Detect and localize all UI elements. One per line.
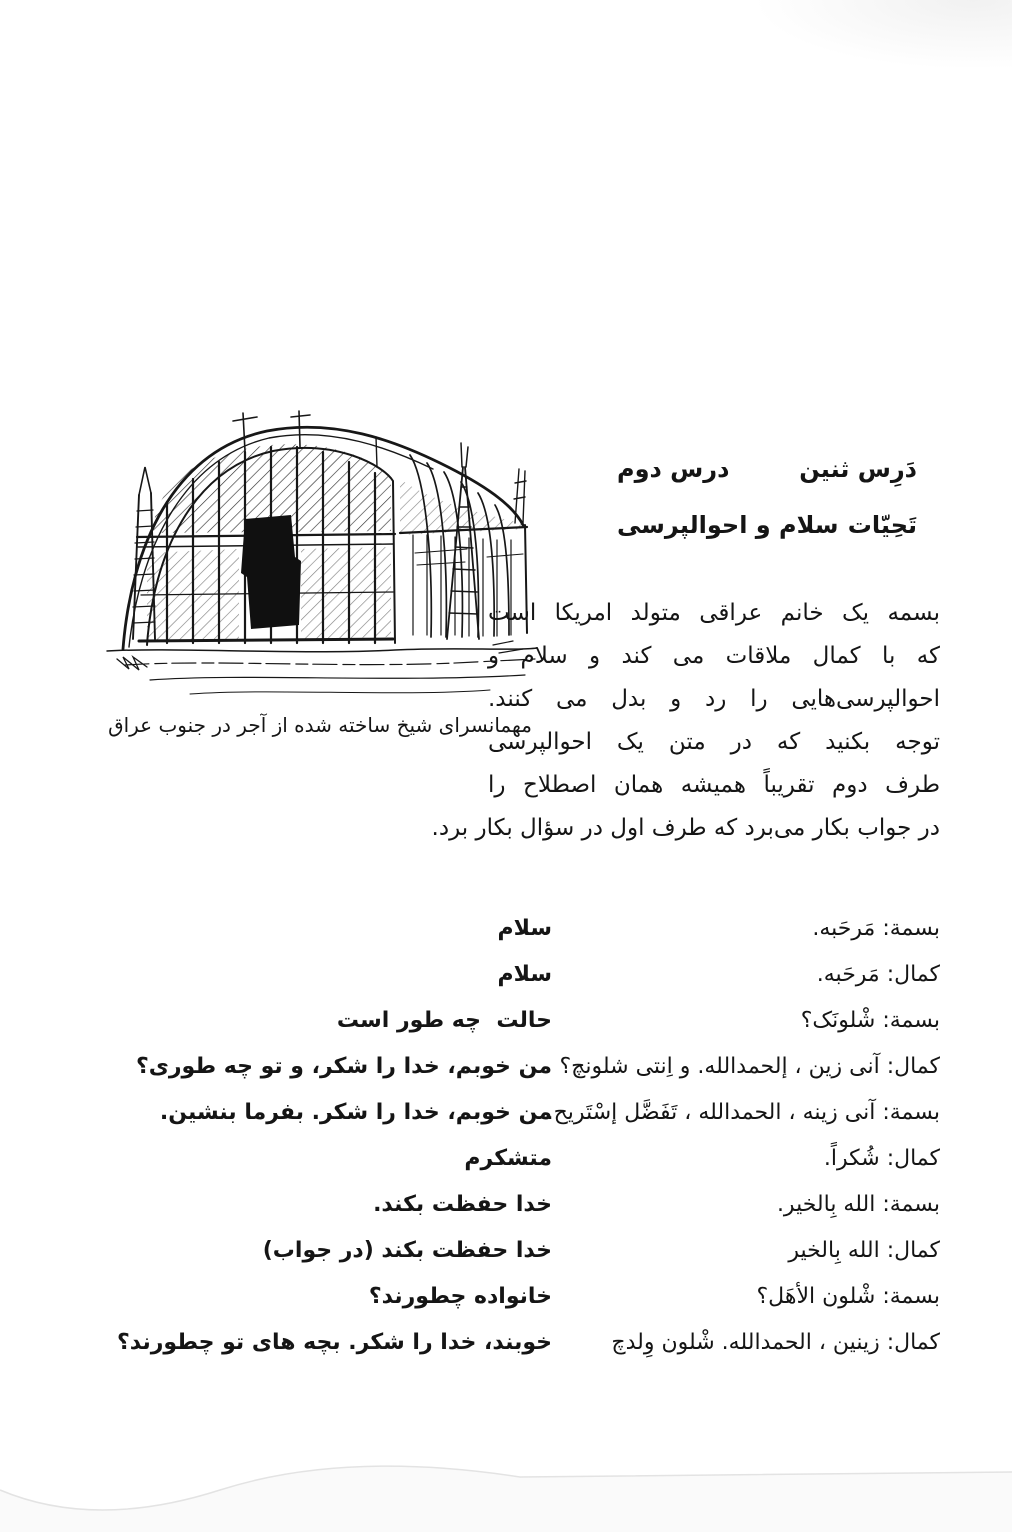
dialogue-row [0,1326,1012,1368]
lesson-title-row [617,453,917,485]
intro-paragraph-line: در جواب بکار می‌برد که طرف اول در سؤال بکار برد. [431,815,940,841]
dialogue-row [0,1004,1012,1046]
lesson-number-arabic: دَرِس ثنين [799,455,917,483]
dialogue-persian-gloss: متشکرم [464,1146,552,1171]
dialogue-arabic: كمال: شُكراً. [823,1146,940,1171]
figure-caption: مهمانسرای شیخ ساخته شده از آجر در جنوب عراق [108,713,532,737]
mudhif-sketch-illustration [95,406,545,708]
dialogue-arabic: بسمة: مَرحَبه. [812,916,940,941]
intro-paragraph-line: طرف دوم تقریباً همیشه همان اصطلاح را [488,772,940,798]
lesson-topic-persian: سلام و احوالپرسی [617,511,839,539]
dialogue-arabic: كمال: الله بِالخیر [788,1238,940,1263]
dialogue-row [0,912,1012,954]
dialogue-row [0,1188,1012,1230]
intro-paragraph-line: احوالپرسی‌هایی را رد و بدل می کنند. [488,686,940,712]
dialogue-row [0,1280,1012,1322]
dialogue-persian-gloss: من خوبم، خدا را شکر. بفرما بنشین. [159,1100,552,1125]
dialogue-persian-gloss: من خوبم، خدا را شکر، و تو چه طوری؟ [135,1054,552,1079]
lesson-topic-row [617,509,917,541]
dialogue-row [0,1050,1012,1092]
dialogue-persian-gloss: حالت چه طور است [336,1008,552,1033]
dialogue-arabic: بسمة: الله بِالخیر. [776,1192,940,1217]
dialogue-row [0,958,1012,1000]
dialogue-persian-gloss: خدا حفظت بکند. [373,1192,552,1217]
dialogue-arabic: بسمة: شْلونَک؟ [800,1008,940,1033]
dialogue-persian-gloss: سلام [497,916,552,941]
lesson-topic-arabic: تَحِيّات [847,511,917,539]
dialogue-persian-gloss: خانواده چطورند؟ [368,1284,552,1309]
dialogue-arabic: بسمة: آنی زینه ، الحمدالله ، تَفَضَّل إسْتَریح. [546,1100,940,1125]
dialogue-arabic: كمال: زینین ، الحمدالله. شْلون وِلدچ [611,1330,940,1355]
scan-page-edge [0,1462,1012,1532]
dialogue-arabic: كمال: آنی زین ، إلحمدالله. و اِنتی شلونچ؟ [559,1054,940,1079]
intro-paragraph-line: بسمه یک خانم عراقی متولد امریکا است [488,600,940,626]
dialogue-arabic: كمال: مَرحَبه. [816,962,940,987]
dialogue-row [0,1234,1012,1276]
scan-shadow-top-right [752,0,1012,70]
intro-paragraph-line: که با کمال ملاقات می کند و سلام و [488,643,940,669]
intro-paragraph-line: توجه بکنید که در متن یک احوالپرسی [488,729,940,755]
dialogue-persian-gloss: خوبند، خدا را شکر. بچه های تو چطورند؟ [116,1330,552,1355]
dialogue-row [0,1142,1012,1184]
lesson-number-persian: درس دوم [617,455,730,483]
dialogue-persian-gloss: سلام [497,962,552,987]
dialogue-row [0,1096,1012,1138]
dialogue-persian-gloss: خدا حفظت بکند (در جواب) [262,1238,552,1263]
dialogue-arabic: بسمة: شْلون الأهَل؟ [756,1284,940,1309]
